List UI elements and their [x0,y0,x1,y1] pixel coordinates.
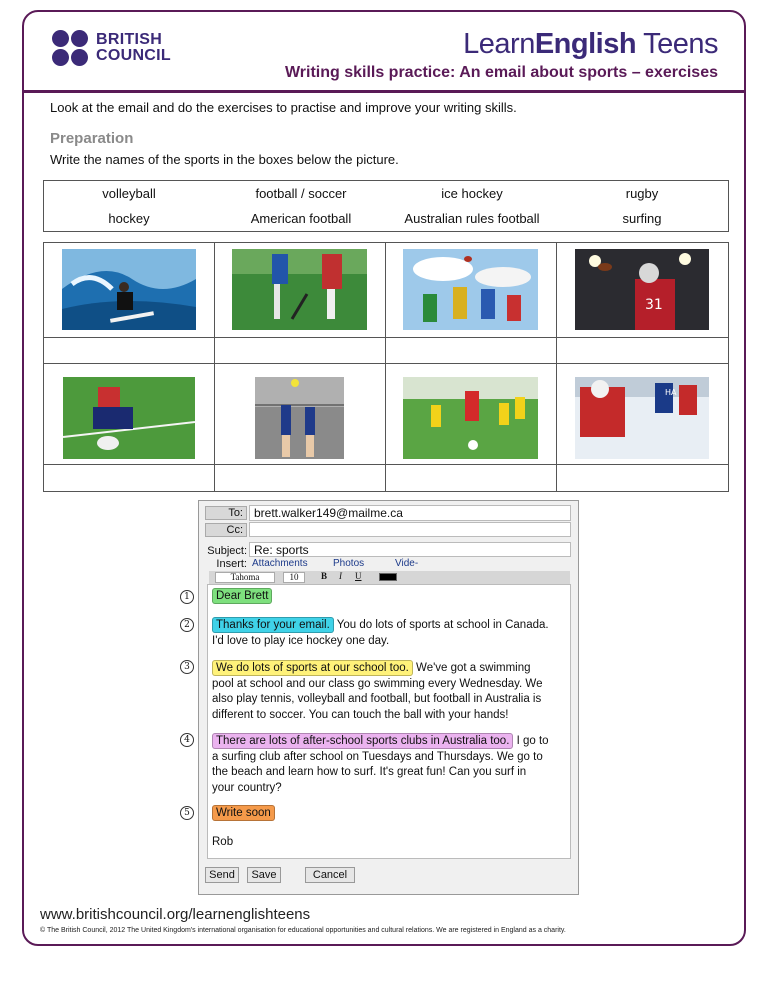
picture-table [43,242,729,492]
paragraph-4-text: your country? [212,781,282,794]
svg-text:31: 31 [645,297,663,313]
logo-line-1: BRITISH [96,31,163,48]
number-4-marker: 4 [180,733,194,747]
paragraph-4-text: I go to [516,735,549,747]
paragraph-4 [212,734,566,796]
cancel-button[interactable]: Cancel [305,867,355,883]
number-1-marker: 1 [180,590,194,604]
paragraph-3-text: pool at school and our class go swimming every Wednesday. We [212,677,543,690]
british-council-logo [52,30,171,66]
rugby-photo [63,377,195,459]
subject-field[interactable]: Re: sports [249,542,571,557]
paragraph-2-text: I'd love to play ice hockey one day. [212,634,390,647]
logo-line-2: COUNCIL [96,47,171,64]
closing-paragraph [212,806,566,822]
ice-hockey-photo [575,377,709,459]
font-size-select[interactable]: 10 [283,572,305,583]
american-football-photo [575,249,709,330]
paragraph-4-text: the beach and learn how to surf. It's great fun! Can you surf in [212,766,527,778]
hockey-photo [232,249,367,330]
number-5-marker: 5 [180,806,194,820]
italic-button[interactable]: I [339,571,342,581]
word-item: rugby [625,186,659,201]
svg-text:HA: HA [665,388,677,397]
word-item: football / soccer [255,186,347,201]
paragraph-3-text: We've got a swimming [416,662,531,674]
text-color-picker[interactable] [379,573,397,581]
greeting-paragraph [212,589,566,605]
word-item: ice hockey [441,186,503,201]
footer-copyright: © The British Council, 2012 The United Kingdom's international organisation for educational opportunities and cultural relations. We are registered in England as a charity. [40,927,566,934]
brand-learn: Learn [463,28,535,60]
email-client-window [198,500,579,895]
to-field[interactable]: brett.walker149@mailme.ca [249,505,571,521]
insert-attachments-link[interactable]: Attachments [252,558,308,569]
word-item: surfing [622,211,662,226]
number-2-marker: 2 [180,618,194,632]
paragraph-3-text: different to soccer. You can touch the ball with your hands! [212,708,509,721]
cc-field[interactable] [249,522,571,537]
footer-url[interactable]: www.britishcouncil.org/learnenglishteens [40,906,311,923]
signature: Rob [212,836,234,848]
word-item: American football [250,211,352,226]
cc-label[interactable]: Cc: [205,523,247,537]
save-button[interactable]: Save [247,867,281,883]
email-body[interactable] [207,584,571,859]
volleyball-photo [255,377,344,459]
preparation-instruction: Write the names of the sports in the boxes below the picture. [50,152,399,167]
header-divider [22,90,746,93]
brand-teens: Teens [636,28,718,60]
word-bank-box [43,180,729,232]
word-item: Australian rules football [404,211,540,226]
surfing-photo [62,249,196,330]
number-3-marker: 3 [180,660,194,674]
intro-text: Look at the email and do the exercises to practise and improve your writing skills. [50,100,517,115]
football-soccer-photo [403,377,538,459]
paragraph-2-text: You do lots of sports at school in Canada. [336,619,549,631]
insert-photos-link[interactable]: Photos [333,558,365,569]
insert-video-link[interactable]: Vide- [395,558,419,569]
british-council-wordmark [96,32,171,64]
to-label[interactable]: To: [205,506,247,520]
greeting-highlight: Dear Brett [212,588,272,604]
learnenglish-teens-logo [463,28,718,61]
british-council-dots-icon [52,30,90,66]
australian-rules-football-photo [403,249,538,330]
clubs-highlight: There are lots of after-school sports clubs in Australia too. [212,733,513,749]
paragraph-3 [212,661,566,723]
font-name-select[interactable]: Tahoma [215,572,275,583]
word-item: hockey [108,211,150,226]
topic-highlight: We do lots of sports at our school too. [212,660,413,676]
word-item: volleyball [102,186,156,201]
opening-highlight: Thanks for your email. [212,617,334,633]
paragraph-3-text: also play tennis, volleyball and football, but football in Australia is [212,693,542,705]
brand-english: English [534,28,637,60]
bold-button[interactable]: B [321,571,328,581]
insert-label: Insert: [216,558,247,570]
format-toolbar [209,571,570,584]
closing-highlight: Write soon [212,805,275,821]
underline-button[interactable]: U [355,571,362,581]
paragraph-4-text: a surfing club after school on Tuesdays and Thursdays. We go to [212,750,543,763]
send-button[interactable]: Send [205,867,239,883]
preparation-heading: Preparation [50,130,134,147]
paragraph-2 [212,618,566,649]
subject-label: Subject: [207,545,247,557]
document-title: Writing skills practice: An email about sports – exercises [284,64,718,81]
